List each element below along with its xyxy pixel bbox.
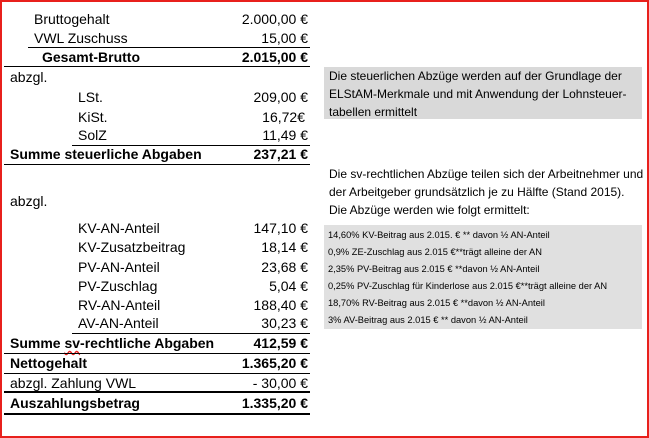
row-value: 18,14 €	[261, 239, 308, 255]
table-row	[2, 238, 322, 257]
row-label: KV-AN-Anteil	[78, 220, 160, 236]
label-part: Summe	[10, 335, 65, 351]
table-row	[2, 126, 322, 145]
row-value: 30,23 €	[261, 315, 308, 331]
sv-note	[329, 165, 644, 219]
rate-line: 2,35% PV-Beitrag aus 2.015 € **davon ½ AN-Anteil	[328, 264, 540, 274]
row-value: 1.335,20 €	[241, 395, 308, 411]
row-label: Gesamt-Brutto	[42, 49, 141, 65]
divider	[4, 66, 310, 67]
row-value: 2.000,00 €	[241, 11, 308, 27]
row-label: abzgl.	[10, 69, 48, 85]
row-value: 188,40 €	[253, 297, 308, 313]
table-row	[2, 88, 322, 107]
rate-line: 0,25% PV-Zuschlag für Kinderlose aus 2.015 €**trägt alleine der AN	[328, 281, 608, 291]
table-row	[2, 68, 322, 87]
rate-line: 3% AV-Beitrag aus 2.015 € ** davon ½ AN-Anteil	[328, 315, 528, 325]
row-label: KV-Zusatzbeitrag	[78, 239, 186, 255]
row-label: LSt.	[78, 89, 103, 105]
table-row	[2, 334, 322, 353]
note-line: Die steuerlichen Abzüge werden auf der Grundlage der	[329, 69, 622, 83]
rate-line: 14,60% KV-Beitrag aus 2.015. € ** davon ½ AN-Anteil	[328, 230, 550, 240]
rate-line: 18,70% RV-Beitrag aus 2.015 € **davon ½ AN-Anteil	[328, 298, 545, 308]
divider	[4, 164, 310, 165]
row-label: Nettogehalt	[10, 355, 87, 371]
table-row	[2, 29, 322, 48]
row-value: 412,59 €	[253, 335, 308, 351]
row-label: RV-AN-Anteil	[78, 297, 161, 313]
row-value: 5,04 €	[269, 278, 308, 294]
row-value: 2.015,00 €	[241, 49, 308, 65]
row-value: 23,68 €	[261, 259, 308, 275]
row-value: 11,49 €	[262, 127, 308, 143]
table-row	[2, 258, 322, 277]
note-line: der Arbeitgeber grundsätzlich je zu Hälfte (Stand 2015).	[329, 185, 625, 199]
note-line: ELStAM-Merkmale und mit Anwendung der Lohnsteuer-	[329, 87, 627, 101]
row-value: 15,00 €	[261, 30, 308, 46]
note-line: tabellen ermittelt	[329, 105, 418, 119]
row-label: AV-AN-Anteil	[78, 315, 159, 331]
row-label: abzgl.	[10, 193, 48, 209]
note-line: Die sv-rechtlichen Abzüge teilen sich der Arbeitnehmer und	[329, 167, 644, 181]
label-part: -rechtliche Abgaben	[80, 335, 215, 351]
rates-box	[324, 225, 642, 329]
divider	[4, 413, 310, 415]
row-label: VWL Zuschuss	[34, 30, 128, 46]
table-row	[2, 314, 322, 333]
table-row	[2, 296, 322, 315]
row-label: KiSt.	[78, 109, 108, 125]
note-line: Die Abzüge werden wie folgt ermittelt:	[329, 203, 530, 217]
tax-note	[324, 67, 642, 119]
row-value: 16,72€	[262, 109, 305, 125]
row-label	[10, 334, 214, 353]
table-row	[2, 394, 322, 413]
table-row	[2, 10, 322, 29]
table-row	[2, 354, 322, 373]
row-label: PV-Zuschlag	[78, 278, 158, 294]
row-value: - 30,00 €	[252, 375, 308, 391]
row-label: Bruttogehalt	[34, 11, 110, 27]
table-row	[2, 48, 322, 67]
row-value: 209,00 €	[253, 89, 308, 105]
table-row	[2, 192, 322, 211]
label-part: sv	[64, 335, 81, 351]
row-label: SolZ	[78, 127, 107, 143]
row-label: abzgl. Zahlung VWL	[10, 375, 137, 391]
row-label: Auszahlungsbetrag	[10, 395, 140, 411]
row-value: 147,10 €	[253, 220, 308, 236]
row-value: 237,21 €	[253, 146, 308, 162]
rate-line: 0,9% ZE-Zuschlag aus 2.015 €**trägt alleine der AN	[328, 247, 542, 257]
row-label: PV-AN-Anteil	[78, 259, 160, 275]
table-row	[2, 277, 322, 296]
row-value: 1.365,20 €	[241, 355, 308, 371]
table-row	[2, 219, 322, 238]
table-row	[2, 108, 322, 127]
divider	[4, 391, 310, 393]
row-label: Summe steuerliche Abgaben	[10, 146, 202, 162]
table-row	[2, 145, 322, 164]
